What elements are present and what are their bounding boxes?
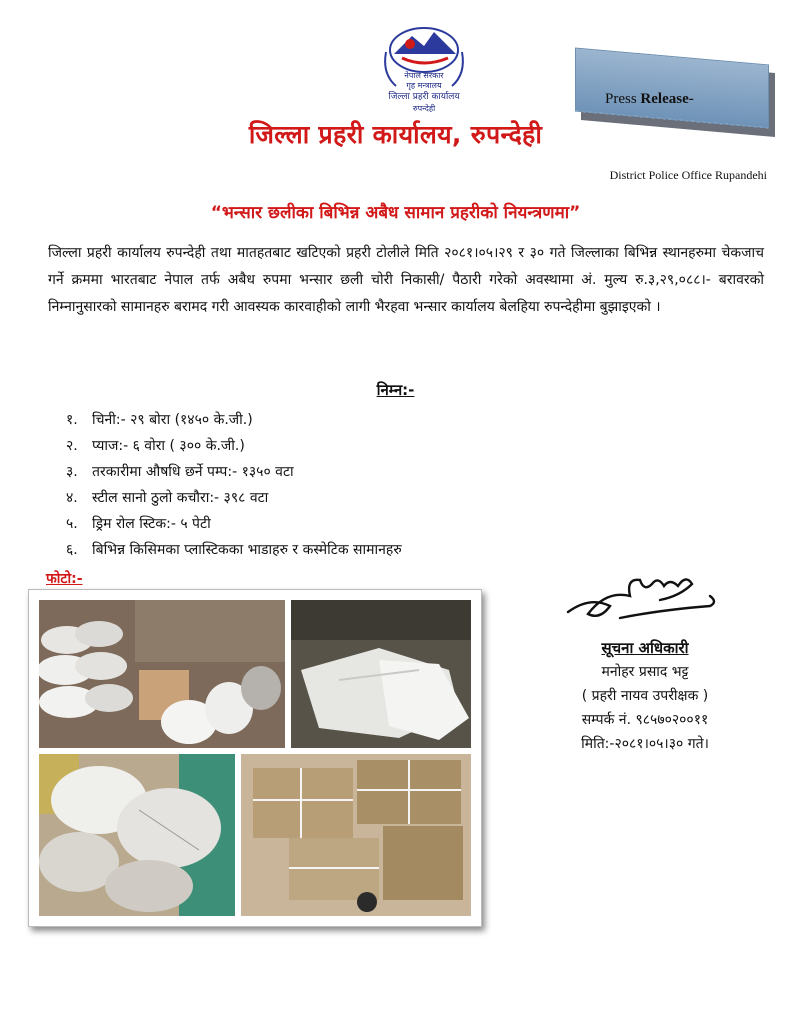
logo-line-4: रुपन्देही xyxy=(412,104,436,113)
logo-line-1: नेपाल सरकार xyxy=(404,71,444,80)
list-item: १. चिनी:- २९ बोरा (१४५० के.जी.) xyxy=(66,412,253,428)
body-paragraph: जिल्ला प्रहरी कार्यालय रुपन्देही तथा मातहतबाट खटिएको प्रहरी टोलीले मिति २०८१।०५।२९ र ३० गते जिल्लाका बिभिन्न स्थानहरुमा चेकजाच गर्ने क्रममा भारतबाट नेपाल तर्फ अबैध रुपमा भन्सार छली चोरी निकासी/ पैठारी गरेको अवस्थामा अं. मुल्य रु.३,२९,०८८।- बरावरको निम्नानुसारको सामानहरु बरामद गरी आवस्यक कारवाहीको लागी भैरहवा भन्सार कार्यालय बेलहिया रुपन्देहीमा बुझाइएको । xyxy=(48,245,764,315)
logo-line-2: गृह मन्त्रालय xyxy=(406,81,442,90)
office-english-name: District Police Office Rupandehi xyxy=(609,168,767,182)
list-item: २. प्याज:- ६ वोरा ( ३०० के.जी.) xyxy=(66,438,245,454)
press-release-label: Press Release- xyxy=(605,91,694,107)
signatory-name: मनोहर प्रसाद भट्ट xyxy=(601,664,689,680)
list-item: ४. स्टील सानो ठुलो कचौरा:- ३९८ वटा xyxy=(66,490,269,506)
headline: “भन्सार छलीका बिभिन्न अबैध सामान प्रहरीको नियन्त्रणमा” xyxy=(210,203,581,223)
photo-collage xyxy=(28,589,482,927)
signatory-title: सूचना अधिकारी xyxy=(601,639,689,657)
photo-white-bags xyxy=(291,600,471,748)
office-title: जिल्ला प्रहरी कार्यालय, रुपन्देही xyxy=(248,120,543,149)
signatory-date: मिति:-२०८१।०५।३० गते। xyxy=(581,736,709,752)
signatory-contact: सम्पर्क नं. ९८५७०२००११ xyxy=(581,712,709,728)
photo-cardboard-boxes xyxy=(241,754,471,916)
signatory-rank: ( प्रहरी नायव उपरीक्षक ) xyxy=(581,688,709,704)
photo-label: फोटो:- xyxy=(46,571,83,587)
list-item: ३. तरकारीमा औषधि छर्ने पम्प:- १३५० वटा xyxy=(66,464,294,480)
signature xyxy=(560,566,730,630)
list-item: ५. ड्रिम रोल स्टिक:- ५ पेटी xyxy=(66,516,211,532)
logo-line-3: जिल्ला प्रहरी कार्यालय xyxy=(388,92,460,102)
photo-sacks-storeroom xyxy=(39,600,285,748)
list-heading: निम्न:- xyxy=(376,381,415,399)
photo-grain-sacks xyxy=(39,754,235,916)
signatory-block xyxy=(530,636,760,756)
list-item: ६. बिभिन्न किसिमका प्लास्टिकका भाडाहरु र कस्मेटिक सामानहरु xyxy=(66,542,402,558)
nepal-police-emblem xyxy=(372,24,476,116)
seized-items-list xyxy=(66,407,566,563)
